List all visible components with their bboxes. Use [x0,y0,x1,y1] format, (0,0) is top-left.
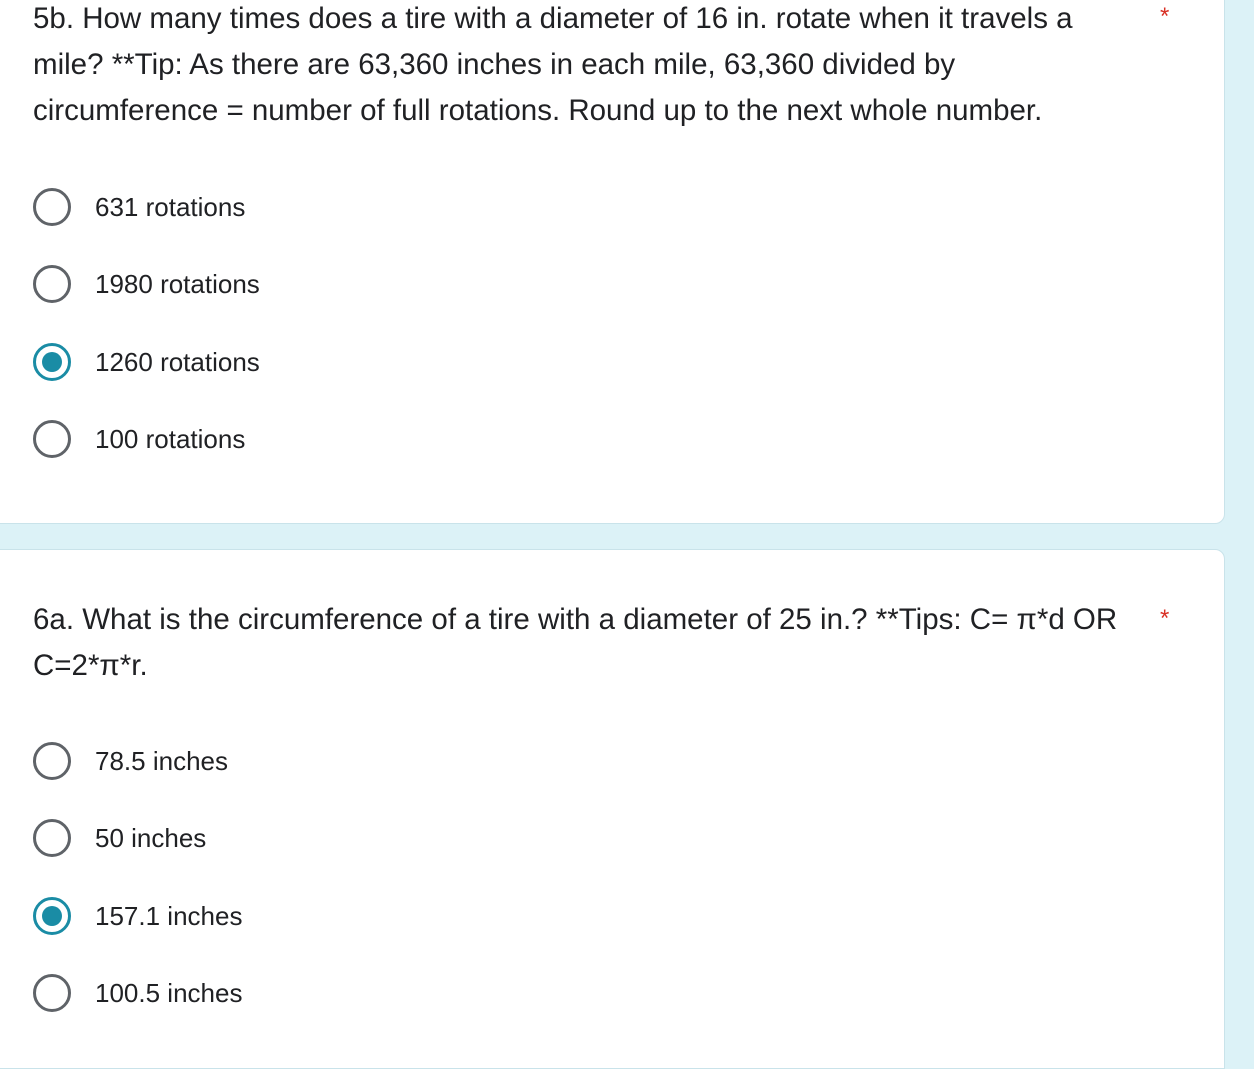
option-label: 631 rotations [95,191,246,222]
question-title-6a: 6a. What is the circumference of a tire with a diameter of 25 in.? **Tips: C= π*d OR C=2*π*r. [33,603,1118,682]
option-631-rotations[interactable] [33,187,245,227]
question-title-5b: 5b. How many times does a tire with a diameter of 16 in. rotate when it travels a mile? **Tip: As there are 63,360 inches in each mile, 63,360 divided by circumference = number of full rotations. Round up to the next whole number. [33,2,1073,127]
radio-button[interactable] [33,819,71,857]
radio-button[interactable] [33,188,71,226]
radio-button[interactable] [33,974,71,1012]
radio-button[interactable] [33,742,71,780]
required-asterisk: * [1160,3,1170,30]
option-label: 157.1 inches [95,900,243,931]
option-157-1-inches[interactable] [33,896,242,936]
option-label: 100.5 inches [95,977,243,1008]
option-50-inches[interactable] [33,818,206,858]
radio-button[interactable] [33,265,71,303]
option-label: 50 inches [95,822,207,853]
option-78-5-inches[interactable] [33,741,228,781]
option-1980-rotations[interactable] [33,264,260,304]
option-label: 78.5 inches [95,745,228,776]
option-label: 100 rotations [95,423,246,454]
required-asterisk: * [1160,605,1170,632]
radio-button-selected[interactable] [33,897,71,935]
radio-button-selected[interactable] [33,343,71,381]
option-label: 1260 rotations [95,346,260,377]
option-100-rotations[interactable] [33,419,245,459]
option-1260-rotations[interactable] [33,342,260,382]
radio-button[interactable] [33,420,71,458]
option-100-5-inches[interactable] [33,973,242,1013]
option-label: 1980 rotations [95,268,260,299]
